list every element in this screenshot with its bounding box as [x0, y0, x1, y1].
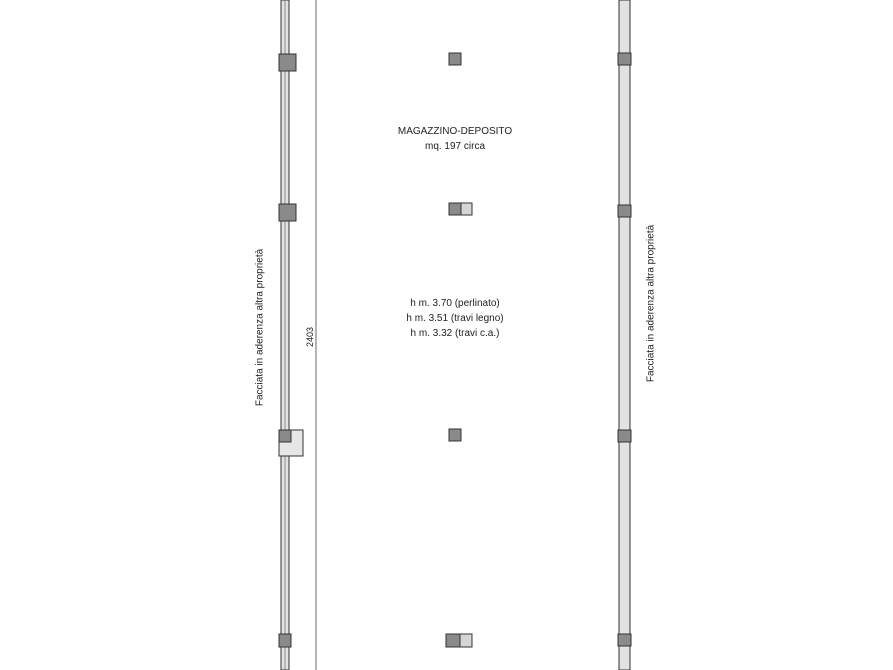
- right-pillar-2: [618, 205, 631, 217]
- left-pillar-2: [279, 204, 296, 221]
- room-area: mq. 197 circa: [424, 141, 486, 152]
- right-pillar-3: [618, 430, 631, 442]
- facade-left-label: Facciata in aderenza altra proprietà: [254, 248, 266, 407]
- left-pillar-1: [279, 54, 296, 71]
- height-perlinato: h m. 3.70 (perlinato): [410, 298, 500, 309]
- height-travi-ca: h m. 3.32 (travi c.a.): [410, 328, 500, 339]
- center-pillar-3: [449, 429, 461, 441]
- right-pillar-1: [618, 53, 631, 65]
- right-wall: [619, 0, 630, 670]
- left-wall: [281, 0, 289, 670]
- dimension-label: 2403: [305, 326, 315, 348]
- left-pillar-4: [279, 634, 291, 647]
- room-name: MAGAZZINO-DEPOSITO: [397, 126, 513, 137]
- center-pillar-2-extension: [461, 203, 472, 215]
- center-pillar-2: [449, 203, 461, 215]
- center-pillar-4: [446, 634, 460, 647]
- center-pillar-4-extension: [460, 634, 472, 647]
- height-travi-legno: h m. 3.51 (travi legno): [406, 313, 504, 324]
- right-pillar-4: [618, 634, 631, 646]
- left-pillar-3: [279, 430, 291, 442]
- center-pillar-1: [449, 53, 461, 65]
- facade-right-label: Facciata in aderenza altra proprietà: [645, 224, 657, 383]
